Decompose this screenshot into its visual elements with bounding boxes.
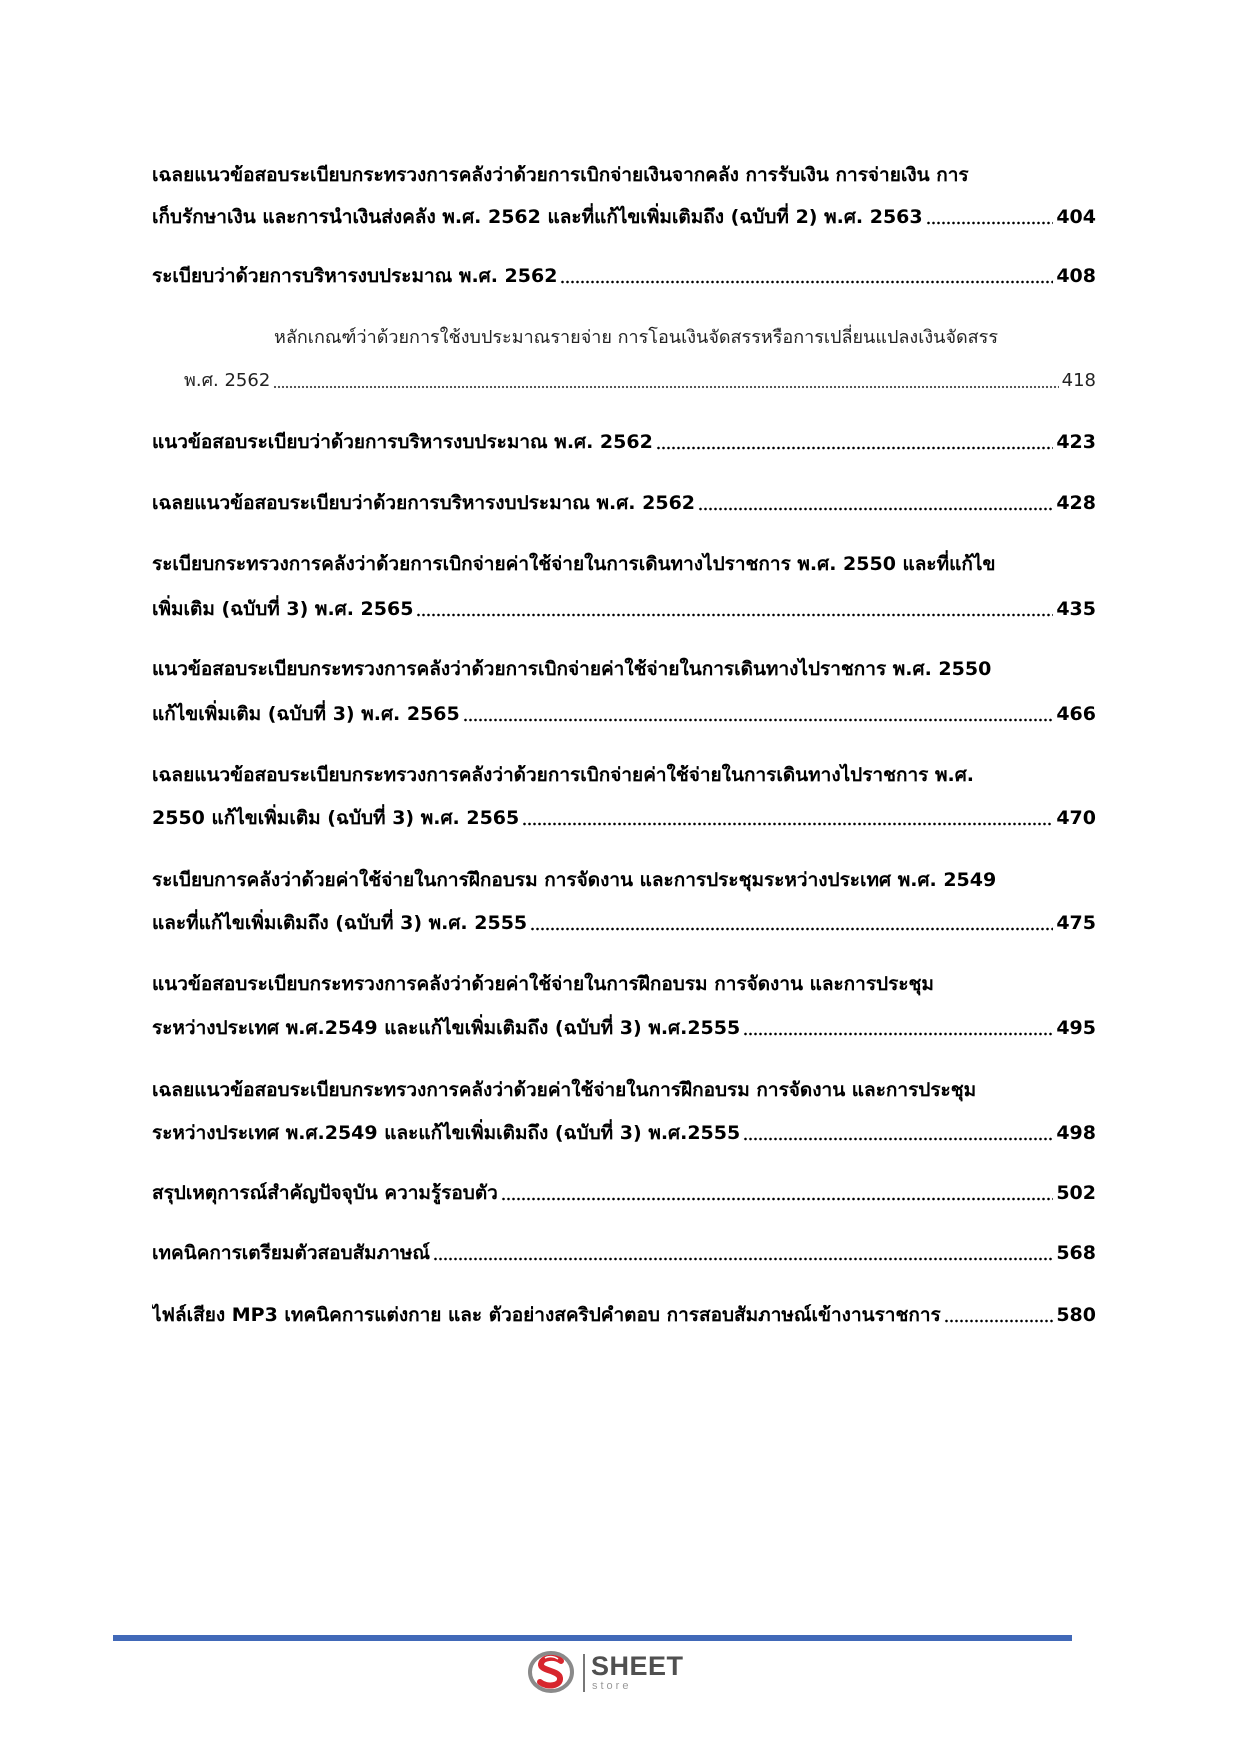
toc-entry-line [152, 1176, 1096, 1210]
toc-page-number: 568 [1056, 1242, 1096, 1264]
toc-entry-title-line: แก้ไขเพิ่มเติม (ฉบับที่ 3) พ.ศ. 2565 [152, 703, 460, 725]
toc-entry-line [152, 1073, 1096, 1107]
toc-entry-line [152, 486, 1096, 520]
toc-page-number: 502 [1056, 1182, 1096, 1204]
toc-entry-title-line: เฉลยแนวข้อสอบระเบียบกระทรวงการคลังว่าด้วยค่าใช้จ่ายในการฝึกอบรม การจัดงาน และการประชุม [152, 1079, 977, 1101]
toc-entry-line [274, 321, 1096, 355]
toc-page-number: 466 [1056, 703, 1096, 725]
toc-page-number: 580 [1056, 1304, 1096, 1326]
toc-entry-line [184, 364, 1096, 398]
toc-page-number: 498 [1056, 1122, 1096, 1144]
toc-page-number: 435 [1056, 598, 1096, 620]
toc-page-number: 418 [1061, 370, 1096, 391]
logo-divider [583, 1654, 585, 1692]
toc-entry-title-line: ระเบียบการคลังว่าด้วยค่าใช้จ่ายในการฝึกอบรม การจัดงาน และการประชุมระหว่างประเทศ พ.ศ. 2549 [152, 869, 997, 891]
toc-entry-title-line: เฉลยแนวข้อสอบระเบียบว่าด้วยการบริหารงบประมาณ พ.ศ. 2562 [152, 492, 696, 514]
toc-entry-line [152, 1298, 1096, 1332]
dot-leader [273, 385, 1058, 389]
toc-entry-line [152, 200, 1096, 234]
toc-entry-title-line: แนวข้อสอบระเบียบกระทรวงการคลังว่าด้วยการเบิกจ่ายค่าใช้จ่ายในการเดินทางไปราชการ พ.ศ. 2550 [152, 658, 992, 680]
toc-entry-title-line: ระเบียบกระทรวงการคลังว่าด้วยการเบิกจ่ายค่าใช้จ่ายในการเดินทางไปราชการ พ.ศ. 2550 และที่แก้ไข [152, 553, 996, 575]
toc-entry-line [152, 425, 1096, 459]
dot-leader [560, 280, 1053, 284]
toc-entry-line [152, 967, 1096, 1001]
sheet-store-logo [528, 1650, 688, 1696]
toc-page-number: 428 [1056, 492, 1096, 514]
toc-entry-line [152, 758, 1096, 792]
toc-entry-line [152, 1011, 1096, 1045]
dot-leader [743, 1137, 1053, 1141]
logo-wordmark: SHEET [591, 1651, 684, 1681]
toc-entry-line [152, 697, 1096, 731]
dot-leader [743, 1032, 1053, 1036]
toc-entry-title-line: ไฟล์เสียง MP3 เทคนิคการแต่งกาย และ ตัวอย่างสคริปคำตอบ การสอบสัมภาษณ์เข้างานราชการ [152, 1304, 941, 1326]
toc-entry-title-line: 2550 แก้ไขเพิ่มเติม (ฉบับที่ 3) พ.ศ. 2565 [152, 807, 520, 829]
dot-leader [522, 822, 1053, 826]
toc-entry-title-line: เก็บรักษาเงิน และการนำเงินส่งคลัง พ.ศ. 2562 และที่แก้ไขเพิ่มเติมถึง (ฉบับที่ 2) พ.ศ. 2563 [152, 206, 923, 228]
toc-page-number: 495 [1056, 1017, 1096, 1039]
toc-page-number: 423 [1056, 431, 1096, 453]
toc-entry-title-line: และที่แก้ไขเพิ่มเติมถึง (ฉบับที่ 3) พ.ศ. 2555 [152, 912, 528, 934]
toc-entry-title-line: เทคนิคการเตรียมตัวสอบสัมภาษณ์ [152, 1242, 431, 1264]
toc-page-number: 404 [1056, 206, 1096, 228]
toc-entry-title-line: เฉลยแนวข้อสอบระเบียบกระทรวงการคลังว่าด้วยการเบิกจ่ายค่าใช้จ่ายในการเดินทางไปราชการ พ.ศ. [152, 764, 975, 786]
toc-page-number: 470 [1056, 807, 1096, 829]
toc-entry-line [152, 592, 1096, 626]
toc-entry-title-line: แนวข้อสอบระเบียบว่าด้วยการบริหารงบประมาณ พ.ศ. 2562 [152, 431, 653, 453]
toc-entry-line [152, 547, 1096, 581]
toc-entry-line [152, 1116, 1096, 1150]
dot-leader [416, 613, 1053, 617]
logo-subtext: store [592, 1680, 632, 1692]
dot-leader [698, 507, 1053, 511]
toc-entry-title-line: แนวข้อสอบระเบียบกระทรวงการคลังว่าด้วยค่าใช้จ่ายในการฝึกอบรม การจัดงาน และการประชุม [152, 973, 934, 995]
toc-entry-line [152, 801, 1096, 835]
dot-leader [944, 1319, 1054, 1323]
dot-leader [463, 718, 1054, 722]
toc-entry-title-line: เฉลยแนวข้อสอบระเบียบกระทรวงการคลังว่าด้วยการเบิกจ่ายเงินจากคลัง การรับเงิน การจ่ายเงิน การ [152, 164, 969, 186]
toc-entry-line [152, 863, 1096, 897]
toc-entry-title-line: สรุปเหตุการณ์สำคัญปัจจุบัน ความรู้รอบตัว [152, 1182, 498, 1204]
toc-entry-line [152, 652, 1096, 686]
dot-leader [501, 1197, 1053, 1201]
toc-entry-title-line: หลักเกณฑ์ว่าด้วยการใช้งบประมาณรายจ่าย การโอนเงินจัดสรรหรือการเปลี่ยนแปลงเงินจัดสรร [274, 327, 999, 348]
toc-entry-title-line: เพิ่มเติม (ฉบับที่ 3) พ.ศ. 2565 [152, 598, 414, 620]
toc-page-number: 408 [1056, 265, 1096, 287]
sheet-store-s-logo-icon [528, 1650, 576, 1694]
toc-entry-title-line: พ.ศ. 2562 [184, 370, 271, 391]
toc-entry-line [152, 158, 1096, 192]
toc-entry-line [152, 1236, 1096, 1270]
toc-page-number: 475 [1056, 912, 1096, 934]
toc-entry-line [152, 906, 1096, 940]
footer-rule [113, 1635, 1072, 1641]
toc-entry-title-line: ระเบียบว่าด้วยการบริหารงบประมาณ พ.ศ. 2562 [152, 265, 558, 287]
dot-leader [433, 1257, 1053, 1261]
toc-entry-title-line: ระหว่างประเทศ พ.ศ.2549 และแก้ไขเพิ่มเติมถึง (ฉบับที่ 3) พ.ศ.2555 [152, 1017, 741, 1039]
toc-entry-title-line: ระหว่างประเทศ พ.ศ.2549 และแก้ไขเพิ่มเติมถึง (ฉบับที่ 3) พ.ศ.2555 [152, 1122, 741, 1144]
dot-leader [656, 446, 1054, 450]
toc-entry-line [152, 259, 1096, 293]
dot-leader [926, 221, 1054, 225]
dot-leader [530, 927, 1053, 931]
